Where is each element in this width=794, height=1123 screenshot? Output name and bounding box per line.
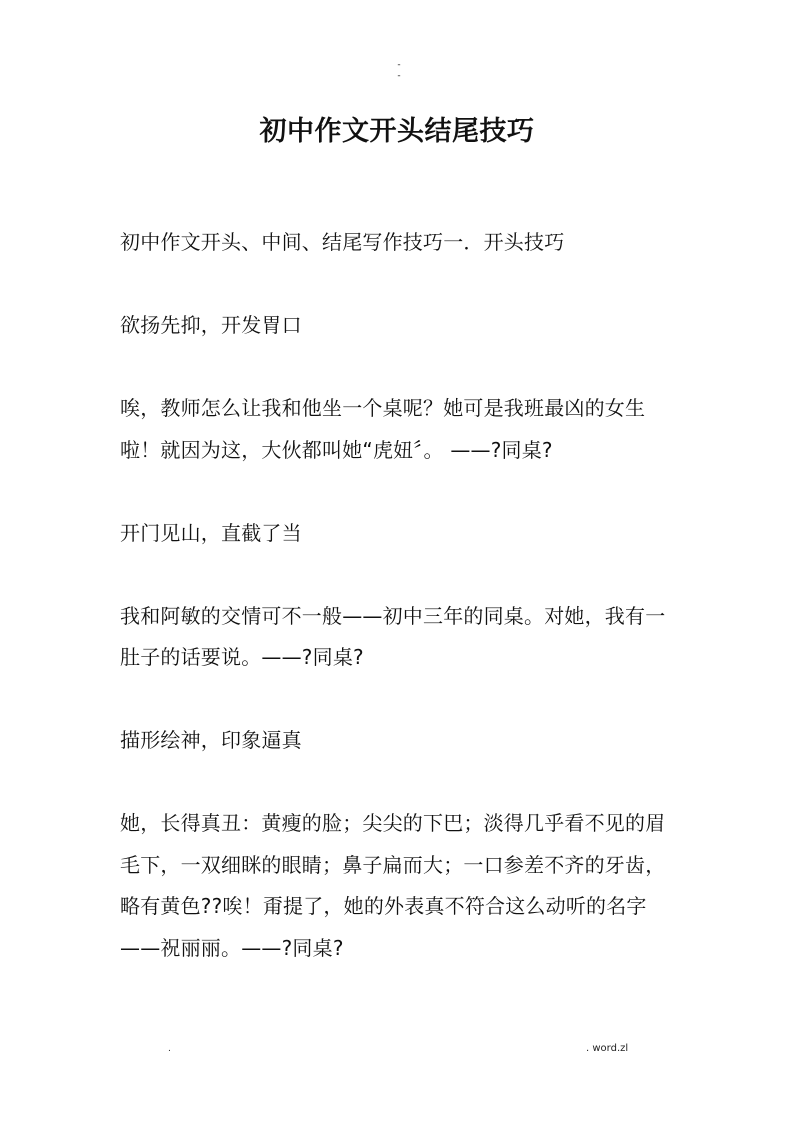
paragraph-heading-2: 开门见山，直截了当 bbox=[120, 520, 302, 545]
header-mark: - - bbox=[397, 60, 401, 81]
paragraph-heading-3: 描形绘神，印象逼真 bbox=[120, 728, 302, 752]
document-title: 初中作文开头结尾技巧 bbox=[259, 116, 535, 147]
footer-left-mark: . bbox=[168, 1044, 171, 1054]
paragraph-example-2: 我和阿敏的交情可不一般——初中三年的同桌。对她，我有一肚子的话要说。——?同桌? bbox=[120, 603, 666, 669]
paragraph-example-1: 唉，教师怎么让我和他坐一个桌呢？她可是我班最凶的女生啦！就因为这，大伙都叫她“虎妞〞。 ——?同桌? bbox=[120, 396, 646, 462]
document-body bbox=[120, 222, 680, 1011]
paragraph-intro: 初中作文开头、中间、结尾写作技巧一．开头技巧 bbox=[120, 230, 565, 254]
footer-source-text: . word.zl bbox=[586, 1043, 629, 1054]
paragraph-heading-1: 欲扬先抑，开发胃口 bbox=[120, 313, 302, 337]
paragraph-example-3: 她，长得真丑：黄瘦的脸；尖尖的下巴；淡得几乎看不见的眉毛下，一双细眯的眼睛；鼻子扁而大；一口参差不齐的牙齿，略有黄色??唉！甭提了，她的外表真不符合这么动听的名字——祝丽丽。——?同桌? bbox=[120, 811, 666, 960]
